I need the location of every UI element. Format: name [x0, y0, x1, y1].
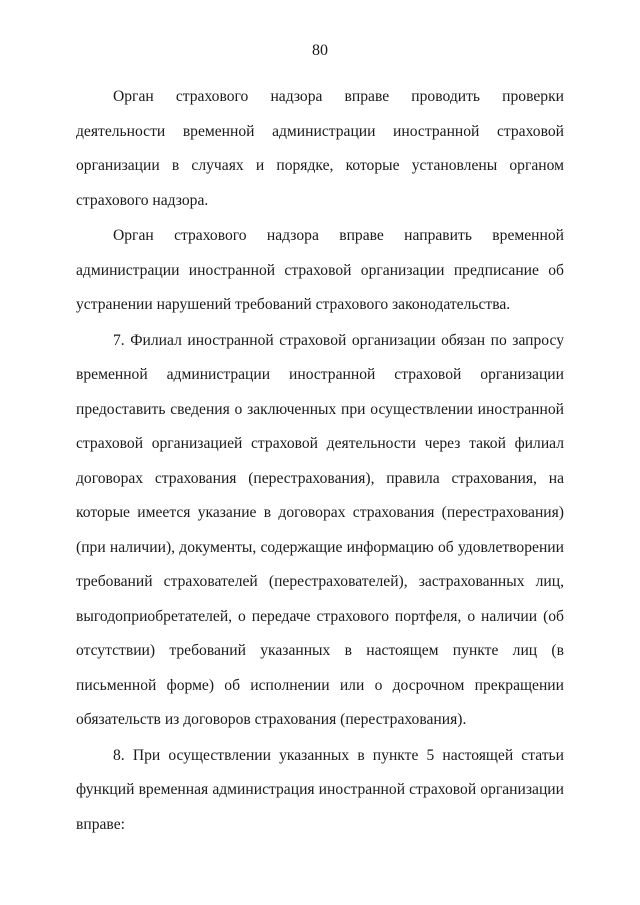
paragraph-item-7: 7. Филиал иностранной страховой организации обязан по запросу временной администрации иностранной страховой организации предоставить сведения о заключенных при осуществлении иностранной страховой организацией страховой деятельности через такой филиал договорах страхования (перестрахования), правила страхования, на которые имеется указание в договорах страхования (перестрахования) (при наличии), документы, содержащие информацию об удовлетворении требований страхователей (перестрахователей), застрахованных лиц, выгодоприобретателей, о передаче страхового портфеля, о наличии (об отсутствии) требований указанных в настоящем пункте лиц (в письменной форме) об исполнении или о досрочном прекращении обязательств из договоров страхования (перестрахования). — [76, 331, 564, 728]
page-number: 80 — [312, 42, 328, 59]
document-body — [76, 80, 564, 842]
paragraph-inspection-right: Орган страхового надзора вправе проводить проверки деятельности временной администрации иностранной страховой организации в случаях и порядке, которые установлены органом страхового надзора. — [76, 88, 564, 209]
paragraph-prescription-right: Орган страхового надзора вправе направить временной администрации иностранной страховой организации предписание об устранении нарушений требований страхового законодательства. — [76, 227, 564, 313]
paragraph-item-8: 8. При осуществлении указанных в пункте 5 настоящей статьи функций временная администрация иностранной страховой организации вправе: — [76, 746, 564, 833]
